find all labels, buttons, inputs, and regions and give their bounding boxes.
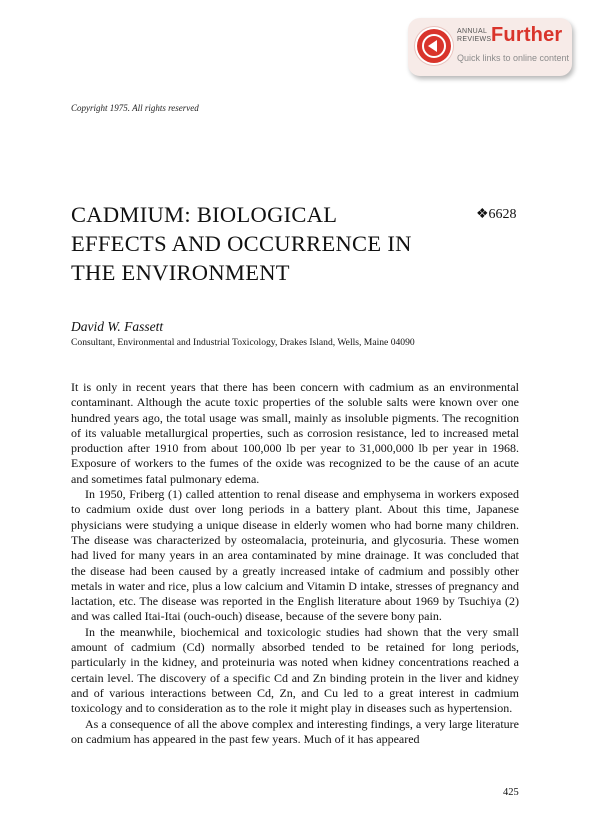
further-links-badge[interactable] <box>408 18 572 76</box>
reviews-label: REVIEWS <box>457 36 492 43</box>
copyright-notice: Copyright 1975. All rights reserved <box>71 103 199 113</box>
further-title: Further <box>491 24 563 46</box>
body-paragraph: As a consequence of all the above complex and interesting findings, a very large literature on cadmium has appeared in the past few years. Much of it has appeared <box>71 716 519 746</box>
article-title <box>71 200 421 287</box>
play-circle-icon <box>417 29 451 63</box>
article-id: ❖6628 <box>476 207 517 222</box>
title-line: THE ENVIRONMENT <box>71 260 290 285</box>
author-affiliation: Consultant, Environmental and Industrial Toxicology, Drakes Island, Wells, Maine 04090 <box>71 337 415 348</box>
body-paragraph: In 1950, Friberg (1) called attention to renal disease and emphysema in workers exposed to cadmium oxide dust over long periods in a battery plant. About this time, Japanese physicians were studying a unique disease in elderly women who had borne many children. The disease was characterized by osteomalacia, proteinuria, and glycosuria. These women had lived for many years in an area contaminated by mine drainage. It was concluded that the disease had been caused by a greatly increased intake of cadmium and possibly other metals in water and rice, plus a low calcium and Vitamin D intake, stresses of pregnancy and lactation, etc. The disease was reported in the English literature about 1969 by Tsuchiya (2) and was called Itai-Itai (ouch-ouch) disease, because of the severe bony pain. <box>71 487 519 624</box>
page-number: 425 <box>503 787 519 798</box>
title-line: CADMIUM: BIOLOGICAL <box>71 202 338 227</box>
body-paragraph: It is only in recent years that there has been concern with cadmium as an environmental contaminant. Although the acute toxic properties of the soluble salts were known over one hundred years ago, the total usage was small, mainly as insoluble pigments. The recognition of its valuable metallurgical properties, such as corrosion resistance, led to increased metal production after 1910 from about 100,000 lb per year to 31,000,000 lb per year in 1968. Exposure of workers to the fumes of the oxide was recognized to be the cause of an acute and sometimes fatal pulmonary edema. <box>71 380 519 486</box>
author-name: David W. Fassett <box>71 319 164 334</box>
annual-reviews-label <box>457 28 491 44</box>
annual-label: ANNUAL <box>457 28 488 35</box>
article-body <box>71 380 519 747</box>
body-paragraph: In the meanwhile, biochemical and toxicologic studies had shown that the very small amount of cadmium (Cd) normally absorbed tended to be retained for long periods, particularly in the kidney, and proteinuria was noted when kidney concentrations reached a certain level. The discovery of a specific Cd and Zn binding protein in the liver and kidney and of various interactions between Cd, Zn, and Cu led to a great interest in cadmium toxicology and to consideration as to the role it might play in diseases such as hypertension. <box>71 624 519 716</box>
badge-subtitle: Quick links to online content <box>457 53 570 63</box>
title-line: EFFECTS AND OCCURRENCE IN <box>71 231 412 256</box>
